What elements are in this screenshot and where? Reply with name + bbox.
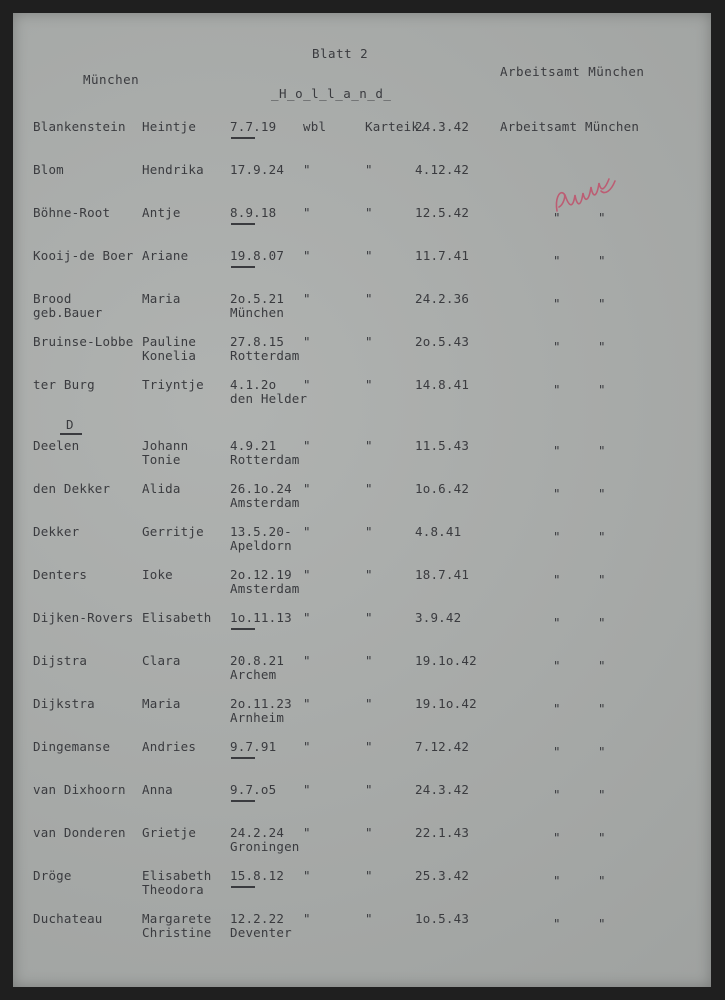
birth-date-cell: 19.8.07 (230, 248, 285, 263)
date-underline (231, 223, 255, 225)
office-cell: " (553, 916, 561, 931)
surname-cell: den Dekker (33, 481, 111, 496)
marker-cell: " (303, 334, 311, 349)
office-cell: " (553, 529, 561, 544)
office-city-cell: " (598, 296, 606, 311)
marker-cell: " (303, 524, 311, 539)
given-name-cell: Heintje (142, 119, 197, 134)
entry-date-cell: 22.1.43 (415, 825, 470, 840)
entry-date-cell: 4.8.41 (415, 524, 462, 539)
given-name-cell: Clara (142, 653, 181, 668)
given-name-cell: Triyntje (142, 377, 204, 392)
office-cell: " (553, 873, 561, 888)
marker-cell: " (303, 696, 311, 711)
handwritten-initials-mark (551, 173, 621, 223)
card-cell: " (365, 291, 373, 306)
card-cell: " (365, 377, 373, 392)
surname-cell: Dijkstra (33, 696, 95, 711)
section-letter: D (66, 417, 74, 432)
entry-date-cell: 14.8.41 (415, 377, 470, 392)
date-underline (231, 886, 255, 888)
entry-date-cell: 12.5.42 (415, 205, 470, 220)
card-cell: " (365, 782, 373, 797)
given-name-cell: Maria (142, 291, 181, 306)
office-cell: Arbeitsamt (500, 119, 578, 134)
office-cell: " (553, 787, 561, 802)
office-cell: " (553, 296, 561, 311)
marker-cell: " (303, 825, 311, 840)
entry-date-cell: 24.3.42 (415, 119, 470, 134)
marker-cell: " (303, 377, 311, 392)
surname-cell: Blom (33, 162, 64, 177)
office-city-cell: " (598, 529, 606, 544)
marker-cell: " (303, 911, 311, 926)
card-cell: " (365, 911, 373, 926)
date-underline (231, 137, 255, 139)
office-cell: " (553, 830, 561, 845)
given-name-cell: Margarete (142, 911, 212, 926)
birth-date-cell: 4.1.2o (230, 377, 277, 392)
surname-cell: Brood (33, 291, 72, 306)
office-city-cell: " (598, 701, 606, 716)
marker-cell: wbl (303, 119, 327, 134)
entry-date-cell: 2o.5.43 (415, 334, 470, 349)
birth-date-cell: 20.8.21 (230, 653, 285, 668)
given-name-cell: Ioke (142, 567, 173, 582)
card-cell: " (365, 653, 373, 668)
card-cell: " (365, 524, 373, 539)
marker-cell: " (303, 610, 311, 625)
given-name-2-cell: Konelia (142, 348, 197, 363)
marker-cell: " (303, 291, 311, 306)
birth-date-cell: 7.7.19 (230, 119, 277, 134)
given-name-2-cell: Theodora (142, 882, 204, 897)
surname-cell: Denters (33, 567, 88, 582)
office-city-cell: " (598, 339, 606, 354)
given-name-cell: Antje (142, 205, 181, 220)
entry-date-cell: 11.7.41 (415, 248, 470, 263)
given-name-cell: Johann (142, 438, 189, 453)
surname-cell: ter Burg (33, 377, 95, 392)
entry-date-cell: 1o.5.43 (415, 911, 470, 926)
office-city-cell: " (598, 658, 606, 673)
birth-place-cell: den Helder (230, 391, 308, 406)
given-name-cell: Gerritje (142, 524, 204, 539)
birth-date-cell: 27.8.15 (230, 334, 285, 349)
birth-date-cell: 15.8.12 (230, 868, 285, 883)
birth-date-cell: 2o.11.23 (230, 696, 292, 711)
given-name-cell: Pauline (142, 334, 197, 349)
office-city-cell: " (598, 744, 606, 759)
card-cell: " (365, 739, 373, 754)
entry-date-cell: 3.9.42 (415, 610, 462, 625)
given-name-cell: Elisabeth (142, 868, 212, 883)
birth-date-cell: 2o.5.21 (230, 291, 285, 306)
birth-place-cell: Amsterdam (230, 495, 300, 510)
sheet-number: Blatt 2 (312, 46, 369, 61)
entry-date-cell: 7.12.42 (415, 739, 470, 754)
birth-place-cell: Deventer (230, 925, 292, 940)
office-cell: " (553, 615, 561, 630)
surname-cell: Bruinse-Lobbe (33, 334, 134, 349)
birth-place-cell: Rotterdam (230, 348, 300, 363)
surname-cell: van Donderen (33, 825, 126, 840)
entry-date-cell: 25.3.42 (415, 868, 470, 883)
marker-cell: " (303, 782, 311, 797)
office-cell: " (553, 382, 561, 397)
office-cell: " (553, 701, 561, 716)
surname-cell: Dijstra (33, 653, 88, 668)
card-cell: " (365, 162, 373, 177)
given-name-2-cell: Christine (142, 925, 212, 940)
birth-date-cell: 12.2.22 (230, 911, 285, 926)
given-name-cell: Elisabeth (142, 610, 212, 625)
marker-cell: " (303, 481, 311, 496)
date-underline (231, 628, 255, 630)
office-city-cell: " (598, 210, 606, 225)
birth-date-cell: 24.2.24 (230, 825, 285, 840)
surname-detail-cell: geb.Bauer (33, 305, 103, 320)
office-city-cell: " (598, 787, 606, 802)
entry-date-cell: 19.1o.42 (415, 653, 477, 668)
marker-cell: " (303, 248, 311, 263)
office-city-cell: " (598, 572, 606, 587)
office-cell: " (553, 744, 561, 759)
entry-date-cell: 24.3.42 (415, 782, 470, 797)
section-underline (60, 433, 82, 435)
given-name-cell: Andries (142, 739, 197, 754)
entry-date-cell: 24.2.36 (415, 291, 470, 306)
card-cell: " (365, 205, 373, 220)
office-city-cell: " (598, 382, 606, 397)
given-name-cell: Ariane (142, 248, 189, 263)
card-cell: " (365, 248, 373, 263)
date-underline (231, 800, 255, 802)
card-cell: " (365, 567, 373, 582)
surname-cell: Deelen (33, 438, 80, 453)
marker-cell: " (303, 567, 311, 582)
surname-cell: Kooij-de Boer (33, 248, 134, 263)
office-city-cell: " (598, 615, 606, 630)
office-cell: " (553, 486, 561, 501)
office-cell: " (553, 339, 561, 354)
marker-cell: " (303, 653, 311, 668)
given-name-2-cell: Tonie (142, 452, 181, 467)
entry-date-cell: 4.12.42 (415, 162, 470, 177)
birth-place-cell: Amsterdam (230, 581, 300, 596)
office-city-cell: " (598, 486, 606, 501)
office-cell: " (553, 572, 561, 587)
office-city-cell: " (598, 916, 606, 931)
birth-place-cell: München (230, 305, 285, 320)
given-name-cell: Hendrika (142, 162, 204, 177)
office-heading: Arbeitsamt München (500, 64, 645, 79)
surname-cell: Blankenstein (33, 119, 126, 134)
birth-date-cell: 9.7.91 (230, 739, 277, 754)
birth-date-cell: 17.9.24 (230, 162, 285, 177)
surname-cell: Duchateau (33, 911, 103, 926)
birth-date-cell: 13.5.20- (230, 524, 292, 539)
marker-cell: " (303, 162, 311, 177)
surname-cell: Dröge (33, 868, 72, 883)
marker-cell: " (303, 739, 311, 754)
birth-place-cell: Groningen (230, 839, 300, 854)
surname-cell: van Dixhoorn (33, 782, 126, 797)
card-cell: Karteik. (365, 119, 427, 134)
card-cell: " (365, 481, 373, 496)
office-cell: " (553, 443, 561, 458)
marker-cell: " (303, 438, 311, 453)
birth-date-cell: 8.9.18 (230, 205, 277, 220)
office-city-cell: " (598, 443, 606, 458)
office-cell: " (553, 210, 561, 225)
country-heading: _H_o_l_l_a_n_d_ (271, 86, 392, 101)
card-cell: " (365, 610, 373, 625)
birth-date-cell: 2o.12.19 (230, 567, 292, 582)
office-city-cell: " (598, 253, 606, 268)
birth-place-cell: Rotterdam (230, 452, 300, 467)
surname-cell: Dijken-Rovers (33, 610, 134, 625)
birth-date-cell: 26.1o.24 (230, 481, 292, 496)
surname-cell: Dingemanse (33, 739, 111, 754)
marker-cell: " (303, 868, 311, 883)
date-underline (231, 266, 255, 268)
birth-date-cell: 9.7.o5 (230, 782, 277, 797)
document-sheet (13, 13, 711, 987)
surname-cell: Böhne-Root (33, 205, 111, 220)
office-city-cell: München (585, 119, 640, 134)
date-underline (231, 757, 255, 759)
city-heading: München (83, 72, 140, 87)
surname-cell: Dekker (33, 524, 80, 539)
entry-date-cell: 11.5.43 (415, 438, 470, 453)
given-name-cell: Alida (142, 481, 181, 496)
given-name-cell: Anna (142, 782, 173, 797)
marker-cell: " (303, 205, 311, 220)
entry-date-cell: 1o.6.42 (415, 481, 470, 496)
birth-place-cell: Apeldorn (230, 538, 292, 553)
entry-date-cell: 19.1o.42 (415, 696, 477, 711)
card-cell: " (365, 868, 373, 883)
birth-place-cell: Archem (230, 667, 277, 682)
office-cell: " (553, 658, 561, 673)
birth-place-cell: Arnheim (230, 710, 285, 725)
card-cell: " (365, 334, 373, 349)
card-cell: " (365, 825, 373, 840)
birth-date-cell: 4.9.21 (230, 438, 277, 453)
card-cell: " (365, 438, 373, 453)
office-city-cell: " (598, 830, 606, 845)
birth-date-cell: 1o.11.13 (230, 610, 292, 625)
given-name-cell: Maria (142, 696, 181, 711)
office-city-cell: " (598, 873, 606, 888)
entry-date-cell: 18.7.41 (415, 567, 470, 582)
office-cell: " (553, 253, 561, 268)
given-name-cell: Grietje (142, 825, 197, 840)
card-cell: " (365, 696, 373, 711)
